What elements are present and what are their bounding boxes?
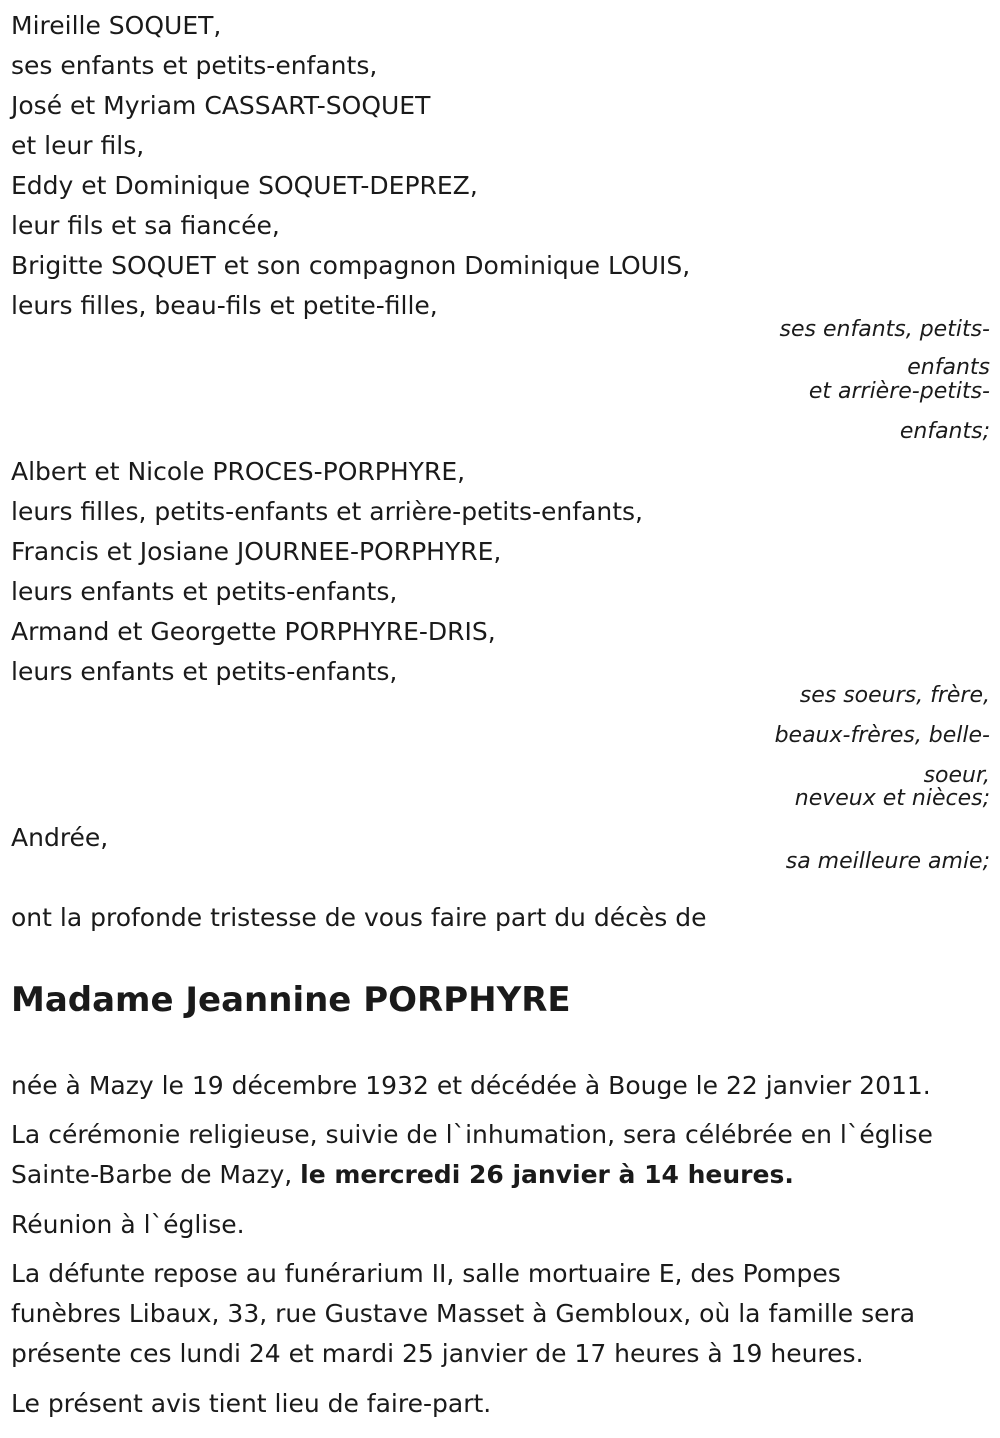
family-line: Brigitte SOQUET et son compagnon Dominique LOUIS, bbox=[11, 251, 691, 280]
relation-line: et arrière-petits- bbox=[808, 379, 990, 404]
family-line: Albert et Nicole PROCES-PORPHYRE, bbox=[11, 457, 466, 486]
funerarium-line: funèbres Libaux, 33, rue Gustave Masset à Gembloux, où la famille sera bbox=[11, 1299, 916, 1328]
family-line: et leur fils, bbox=[11, 131, 145, 160]
relation-line: enfants bbox=[907, 355, 990, 380]
family-line: Andrée, bbox=[11, 823, 109, 852]
family-line: leurs enfants et petits-enfants, bbox=[11, 657, 398, 686]
family-line: ses enfants et petits-enfants, bbox=[11, 51, 378, 80]
family-line: leurs enfants et petits-enfants, bbox=[11, 577, 398, 606]
family-line: Francis et Josiane JOURNEE-PORPHYRE, bbox=[11, 537, 502, 566]
deceased-name: Madame Jeannine PORPHYRE bbox=[11, 980, 571, 1020]
reunion-text: Réunion à l`église. bbox=[11, 1210, 245, 1239]
relation-line: neveux et nièces; bbox=[794, 786, 990, 811]
relation-line: ses soeurs, frère, bbox=[799, 683, 990, 708]
ceremony-line-2 bbox=[11, 1155, 794, 1195]
closing-text: Le présent avis tient lieu de faire-part. bbox=[11, 1389, 492, 1418]
family-line: leurs filles, beau-fils et petite-fille, bbox=[11, 291, 438, 320]
family-line: Mireille SOQUET, bbox=[11, 11, 222, 40]
ceremony-date: le mercredi 26 janvier à 14 heures. bbox=[300, 1160, 794, 1189]
relation-line: beaux-frères, belle- bbox=[774, 723, 990, 748]
ceremony-line-1: La cérémonie religieuse, suivie de l`inhumation, sera célébrée en l`église bbox=[11, 1120, 933, 1149]
funerarium-line: La défunte repose au funérarium II, salle mortuaire E, des Pompes bbox=[11, 1259, 841, 1288]
family-line: leur fils et sa fiancée, bbox=[11, 211, 280, 240]
relation-line: sa meilleure amie; bbox=[785, 849, 990, 874]
relation-line: soeur, bbox=[923, 763, 990, 788]
relation-line: ses enfants, petits- bbox=[779, 317, 990, 342]
family-line: José et Myriam CASSART-SOQUET bbox=[11, 91, 431, 120]
relation-line: enfants; bbox=[899, 419, 990, 444]
family-line: Eddy et Dominique SOQUET-DEPREZ, bbox=[11, 171, 478, 200]
announcement-text: ont la profonde tristesse de vous faire part du décès de bbox=[11, 903, 707, 932]
family-line: leurs filles, petits-enfants et arrière-petits-enfants, bbox=[11, 497, 644, 526]
funerarium-line: présente ces lundi 24 et mardi 25 janvier de 17 heures à 19 heures. bbox=[11, 1339, 864, 1368]
birth-death-text: née à Mazy le 19 décembre 1932 et décédée à Bouge le 22 janvier 2011. bbox=[11, 1071, 931, 1100]
ceremony-place: Sainte-Barbe de Mazy, bbox=[11, 1160, 301, 1189]
family-line: Armand et Georgette PORPHYRE-DRIS, bbox=[11, 617, 496, 646]
